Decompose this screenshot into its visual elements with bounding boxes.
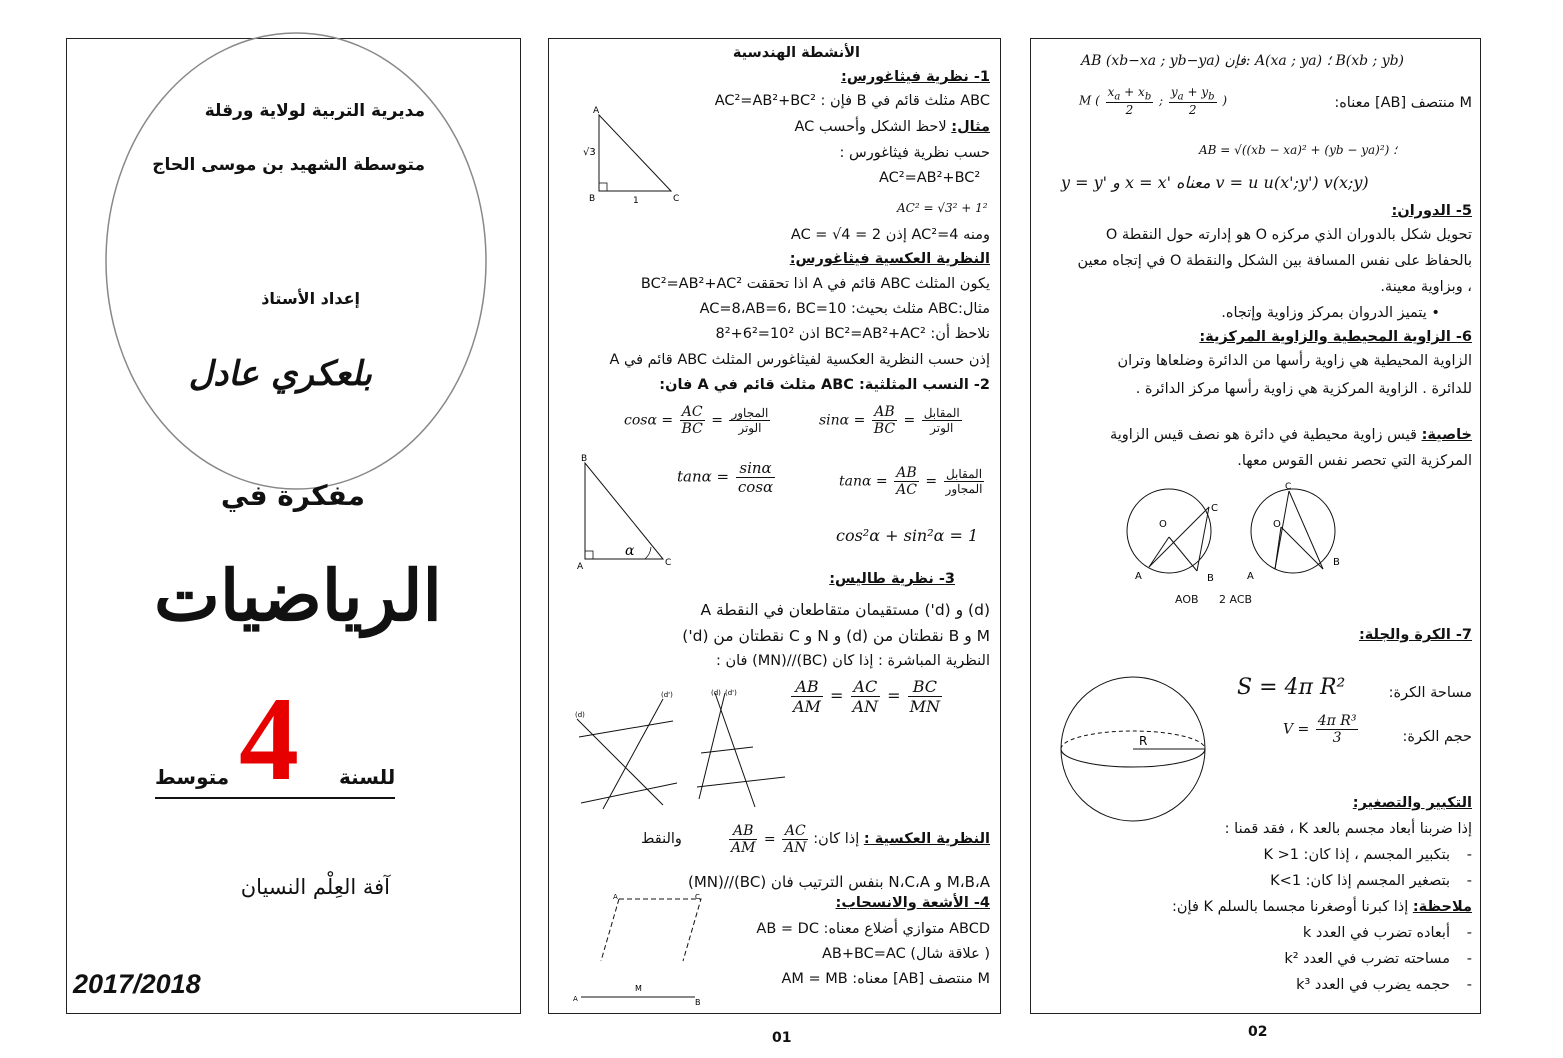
sphere-volume-formula: V = $\frac{\text{4π R³}}{3}$ [1283, 713, 1357, 746]
vectors-line-3: M منتصف [AB] معناه: AM = MB [781, 971, 990, 987]
thales-line-2: M و B نقطتان من (d) و N و C نقطتان من (d') [682, 627, 990, 645]
pythagoras-result: ومنه AC²=4 إذن AC = √4 = 2 [790, 227, 990, 243]
rotation-line-2: بالحفاظ على نفس المسافة بين الشكل والنقطة O في إتجاه معين [1077, 253, 1472, 269]
thales-converse-tail: والنقط [641, 831, 682, 847]
cosine-formula: cosα = $\frac{AC}{BC}$ = $\frac{\text{المجاور}}{\text{الوتر}}$ [624, 404, 769, 437]
thales-line-1: (d) و (d') مستقيمان متقاطعان في النقطة A [700, 601, 990, 619]
geometry-heading: الأنشطة الهندسية [732, 45, 860, 61]
sphere-figure [1043, 679, 1223, 819]
midpoint-label: M منتصف [AB] معناه: [1334, 95, 1472, 111]
equal-vectors: y = y' و x = x' معناه v = u u(x';y') v(x;y) [1061, 173, 1369, 192]
scaling-title: التكبير والتصغير: [1352, 795, 1472, 811]
trig-triangle-figure [573, 451, 673, 571]
note-bullet-1: -أبعاده تضرب في العدد k [1302, 925, 1472, 941]
pythagoras-statement: ABC مثلث قائم في B فإن : AC²=AB²+BC² [714, 93, 990, 109]
svg-text:O: O [1159, 519, 1167, 530]
svg-text:A: A [573, 995, 578, 1003]
converse-pythagoras-title: النظرية العكسية فيثاغورس: [789, 251, 990, 267]
note-label: ملاحظة: [1412, 899, 1472, 915]
thales-figure-nested [695, 689, 795, 809]
page-number-1: 01 [772, 1030, 792, 1046]
svg-text:A: A [593, 106, 600, 116]
school-year: 2017/2018 [73, 969, 201, 999]
inscribed-angle-figure [1127, 479, 1347, 609]
scaling-bullet-1: -بتكبير المجسم ، إذا كان: K >1 [1263, 847, 1472, 863]
svg-text:C: C [665, 558, 672, 568]
directorate-title: مديرية التربية لولاية ورقلة [204, 101, 425, 121]
svg-text:C: C [695, 893, 700, 901]
thales-figure-crossed [573, 679, 693, 819]
scaling-line-1: إذا ضربنا أبعاد مجسم بالعد K ، فقد قمنا : [1224, 821, 1472, 837]
thales-ratios: $\frac{AB}{AM}$ = $\frac{AC}{AN}$ = $\frac{BC}{MN}$ [793, 677, 941, 716]
grade-right-label: متوسط [155, 765, 230, 789]
svg-text:B: B [695, 998, 701, 1007]
svg-text:C: C [1285, 482, 1292, 492]
svg-text:A: A [1135, 571, 1142, 582]
subject-title: الرياضيات [154, 554, 442, 637]
sine-formula: sinα = $\frac{AB}{BC}$ = $\frac{\text{المقابل}}{\text{الوتر}}$ [819, 404, 960, 437]
rotation-title: 5- الدوران: [1391, 203, 1472, 219]
angles-line-2: للدائرة . الزاوية المركزية هي زاوية رأسها مركز الدائرة . [1135, 381, 1472, 397]
notebook-label: مفكرة في [220, 479, 365, 512]
svg-text:B: B [1333, 557, 1340, 568]
thales-converse-text: إذا كان: [813, 831, 860, 847]
vector-coordinates: AB (xb−xa ; yb−ya) فإن: A(xa ; ya) ؛ B(xb ; yb) [1081, 53, 1405, 69]
note-bullet-2: -مساحته تضرب في العدد k² [1284, 951, 1472, 967]
sphere-radius-label: R [1139, 734, 1148, 748]
thales-converse-label: النظرية العكسية : [863, 831, 990, 847]
sphere-area-label: مساحة الكرة: [1388, 685, 1472, 701]
thales-converse-line [813, 831, 990, 847]
rotation-line-3: ، وبزاوية معينة. [1380, 279, 1472, 295]
thales-title: 3- نظرية طاليس: [829, 571, 955, 587]
svg-text:C: C [1211, 503, 1218, 514]
trig-identity: cos²α + sin²α = 1 [836, 526, 979, 545]
svg-text:C: C [673, 194, 680, 204]
note-bullet-3: -حجمه يضرب في العدد k³ [1296, 977, 1472, 993]
trig-ratios-title: 2- النسب المثلثية: ABC مثلث قائم في A فان: [659, 377, 990, 393]
prepared-by: إعداد الأستاذ [261, 289, 360, 308]
example-text: لاحظ الشكل وأحسب AC [794, 119, 947, 135]
svg-text:A: A [577, 562, 584, 572]
angle-aob-label: AOB [1175, 593, 1199, 606]
page-2-panel [1030, 38, 1481, 1014]
grade-number: 4 [239, 672, 299, 805]
page-1-panel [548, 38, 1001, 1014]
property-label: خاصية: [1421, 427, 1472, 443]
vectors-line-1: ABCD متوازي أضلاع معناه: AB = DC [756, 921, 990, 937]
vectors-title: 4- الأشعة والانسحاب: [835, 895, 990, 911]
vectors-line-2: ( علاقة شال) AB+BC=AC [821, 946, 990, 962]
proverb: آفة العِلْم النسيان [240, 875, 390, 899]
svg-text:√3: √3 [583, 147, 596, 158]
sphere-volume-label: حجم الكرة: [1402, 729, 1472, 745]
bullet-icon: • [1426, 305, 1440, 321]
svg-text:(d): (d) [575, 711, 585, 719]
sphere-area-formula: S = 4π R² [1237, 675, 1346, 700]
thales-converse-line-2: M،B،A و N،C،A بنفس الترتيب فان (BC)//(MN) [687, 873, 990, 891]
svg-text:B: B [1207, 573, 1214, 584]
thales-converse-ratios: $\frac{AB}{AM}$ = $\frac{AC}{AN}$ [731, 823, 807, 856]
tangent-formula-ratio: tanα = $\frac{AB}{AC}$ = $\frac{\text{المقابل}}{\text{المجاور}}$ [839, 465, 983, 498]
pythagoras-equation: AC²=AB²+BC² [879, 170, 981, 186]
svg-text:B: B [589, 194, 596, 204]
svg-text:M: M [635, 984, 642, 993]
page-number-2: 02 [1248, 1024, 1268, 1040]
property-line-2: المركزية التي تحصر نفس القوس معها. [1237, 453, 1472, 469]
grade-underline [155, 797, 395, 799]
svg-text:A: A [1247, 571, 1254, 582]
sphere-title: 7- الكرة والجلة: [1358, 627, 1472, 643]
pythagoras-title: 1- نظرية فيثاغورس: [841, 69, 990, 85]
according-pythagoras: حسب نظرية فيثاغورس : [839, 145, 990, 161]
parallelogram-figure [567, 891, 701, 1011]
svg-text:(d): (d) [711, 689, 721, 697]
pythagoras-numeric: AC² = √3² + 1² [897, 201, 988, 215]
rotation-bullet: • يتميز الدروان بمركز وزاوية وإتجاه. [1221, 305, 1440, 321]
svg-text:1: 1 [633, 196, 639, 206]
svg-text:(d'): (d') [725, 689, 737, 697]
converse-note: نلاحظ أن: BC²=AB²+AC² اذن 10²=6²+8² [715, 326, 990, 342]
converse-statement: يكون المثلث ABC قائم في A اذا تحققت BC²=AB²+AC² [640, 276, 990, 292]
note-line: ملاحظة: إذا كبرنا أوصغرنا مجسما بالسلم K فإن: [1172, 899, 1472, 915]
grade-left-label: للسنة [339, 765, 396, 789]
svg-text:(d'): (d') [661, 691, 673, 699]
svg-text:O: O [1273, 519, 1281, 530]
teacher-signature: بلعكري عادل [187, 354, 380, 394]
converse-conclusion: إذن حسب النظرية العكسية لفيثاغورس المثلث ABC قائم في A [609, 352, 990, 368]
angle-acb-label: 2 ACB [1219, 593, 1253, 606]
example-line [794, 119, 990, 135]
pythagoras-triangle-figure [585, 103, 685, 213]
svg-text:B: B [581, 454, 588, 464]
scaling-bullet-2: -بتصغير المجسم إذا كان: K<1 [1270, 873, 1472, 889]
angles-title: 6- الزاوية المحيطية والزاوية المركزية: [1199, 329, 1472, 345]
midpoint-formula: M ( $\frac{x_a + x_b}{2}$ ; $\frac{y_a + y_b}{2}$ ) [1079, 85, 1228, 118]
angles-line-1: الزاوية المحيطية هي زاوية رأسها من الدائرة وضلعاها وتران [1117, 353, 1472, 369]
distance-formula: AB = √((xb − xa)² + (yb − ya)²) ؛ [1199, 143, 1397, 157]
school-name: متوسطة الشهيد بن موسى الحاج [152, 155, 425, 175]
converse-example: مثال:ABC مثلث بحيث: AC=8،AB=6، BC=10 [699, 301, 990, 317]
rotation-line-1: تحويل شكل بالدوران الذي مركزه O هو إدارته حول النقطة O [1105, 227, 1472, 243]
tangent-formula-sincos: tanα = $\frac{\sin\alpha}{\cos\alpha}$ [677, 459, 774, 496]
thales-line-3: النظرية المباشرة : إذا كان (BC)//(MN) فان : [715, 653, 990, 669]
example-label: مثال: [951, 119, 990, 135]
svg-text:A: A [613, 893, 618, 901]
property-line-1: خاصية: قيس زاوية محيطية في دائرة هو نصف قيس الزاوية [1109, 427, 1472, 443]
svg-text:α: α [625, 543, 635, 559]
cover-panel [66, 38, 521, 1014]
